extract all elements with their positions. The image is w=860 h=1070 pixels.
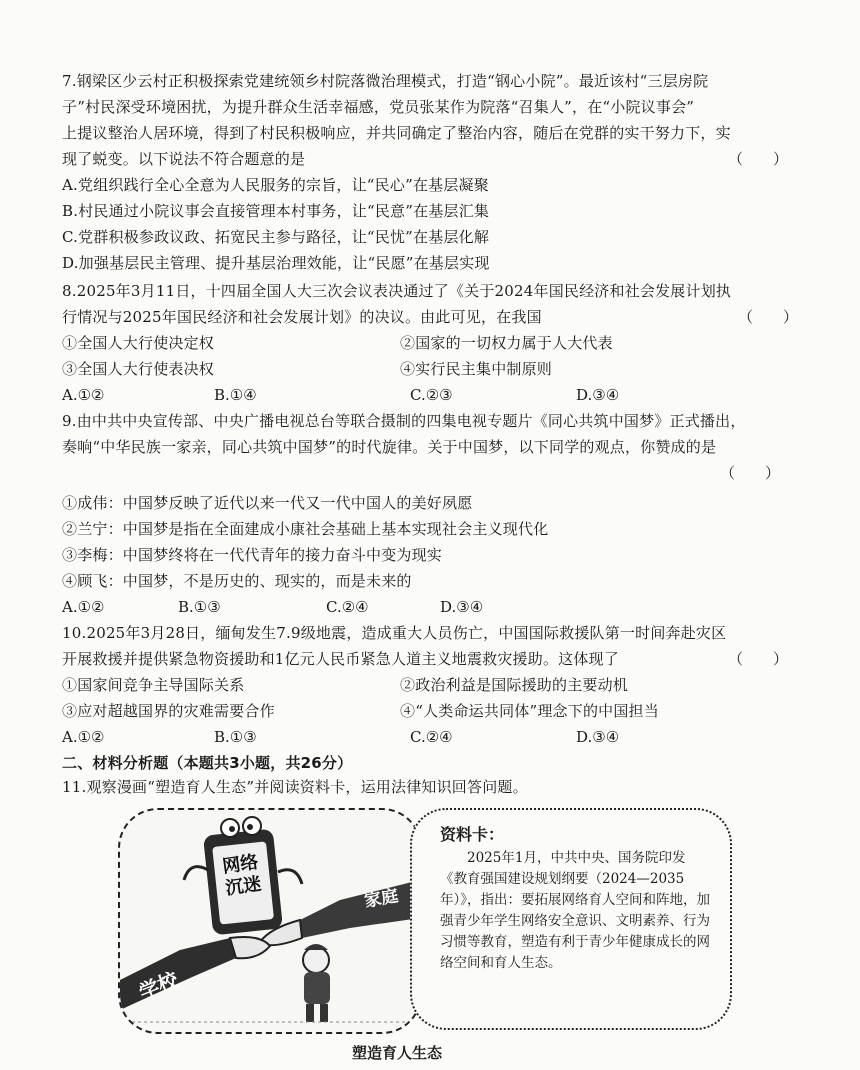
- q8-item-4: ④实行民主集中制原则: [400, 360, 553, 378]
- q7-option-c: C.党群积极参政议政、拓宽民主参与路径，让“民忧”在基层化解: [62, 228, 490, 246]
- data-card-title: 资料卡：: [440, 825, 505, 844]
- section-heading: 二、材料分析题（本题共3小题，共26分）: [62, 754, 353, 772]
- cartoon-drawing: [120, 810, 420, 1032]
- q8-choice-c: C.②③: [410, 386, 453, 404]
- q9-answer-paren[interactable]: （ ）: [720, 464, 781, 482]
- q10-choice-b: B.①③: [214, 728, 257, 746]
- q10-item-2: ②政治利益是国际援助的主要动机: [400, 676, 629, 694]
- q8-answer-paren[interactable]: （ ）: [738, 308, 799, 326]
- q9-choice-d: D.③④: [440, 598, 484, 616]
- data-card-body: 2025年1月，中共中央、国务院印发《教育强国建设规划纲要（2024—2035年）》，指出：要拓展网络育人空间和阵地，加强青少年学生网络安全意识、文明素养、行为习惯等教育，塑造有利于青少年健康成长的网络空间和育人生态。: [440, 850, 710, 971]
- q10-choice-d: D.③④: [576, 728, 620, 746]
- phone-text: [221, 852, 263, 901]
- q8-item-1: ①全国人大行使决定权: [62, 334, 215, 352]
- q7-option-b: B.村民通过小院议事会直接管理本村事务，让“民意”在基层汇集: [62, 202, 490, 220]
- q9-item-3: ③李梅：中国梦终将在一代代青年的接力奋斗中变为现实: [62, 546, 443, 564]
- q10-choice-a: A.①②: [62, 728, 105, 746]
- phone-text-line-2: 沉迷: [224, 873, 263, 900]
- q9-line-2: 奏响“中华民族一家亲，同心共筑中国梦”的时代旋律。关于中国梦，以下同学的观点，你赞成的是: [62, 438, 717, 456]
- family-label: 家庭: [362, 886, 400, 912]
- q11-prompt: 11.观察漫画“塑造育人生态”并阅读资料卡，运用法律知识回答问题。: [62, 778, 528, 796]
- q9-choice-a: A.①②: [62, 598, 105, 616]
- q9-choice-b: B.①③: [178, 598, 221, 616]
- q7-option-a: A.党组织践行全心全意为人民服务的宗旨，让“民心”在基层凝聚: [62, 176, 489, 194]
- school-label: 学校: [135, 967, 182, 1005]
- q7-line-3: 上提议整治人居环境，得到了村民积极响应，并共同确定了整治内容，随后在党群的实干努力下，实: [62, 124, 731, 142]
- q10-item-1: ①国家间竞争主导国际关系: [62, 676, 245, 694]
- q7-line-4: 现了蜕变。以下说法不符合题意的是: [62, 150, 306, 168]
- q8-item-2: ②国家的一切权力属于人大代表: [400, 334, 613, 352]
- q10-item-3: ③应对超越国界的灾难需要合作: [62, 702, 275, 720]
- q7-option-d: D.加强基层民主管理、提升基层治理效能，让“民愿”在基层实现: [62, 254, 490, 272]
- q9-item-2: ②兰宁：中国梦是指在全面建成小康社会基础上基本实现社会主义现代化: [62, 520, 549, 538]
- q9-line-1: 9.由中共中央宣传部、中央广播电视总台等联合摄制的四集电视专题片《同心共筑中国梦》正式播出，: [62, 412, 746, 430]
- q7-answer-paren[interactable]: （ ）: [728, 150, 789, 168]
- q9-item-1: ①成伟：中国梦反映了近代以来一代又一代中国人的美好夙愿: [62, 494, 473, 512]
- q8-line-1: 8.2025年3月11日，十四届全国人大三次会议表决通过了《关于2024年国民经济和社会发展计划执: [62, 282, 732, 300]
- q10-answer-paren[interactable]: （ ）: [728, 650, 789, 668]
- q9-choice-c: C.②④: [326, 598, 369, 616]
- q8-choice-b: B.①④: [214, 386, 257, 404]
- q8-choice-d: D.③④: [576, 386, 620, 404]
- cartoon-illustration: [118, 808, 422, 1034]
- q7-line-2: 子”村民深受环境困扰，为提升群众生活幸福感，党员张某作为院落“召集人”，在“小院议事会”: [62, 98, 695, 116]
- q10-line-1: 10.2025年3月28日，缅甸发生7.9级地震，造成重大人员伤亡，中国国际救援队第一时间奔赴灾区: [62, 624, 727, 642]
- q10-line-2: 开展救援并提供紧急物资援助和1亿元人民币紧急人道主义地震救灾援助。这体现了: [62, 650, 619, 668]
- q8-item-3: ③全国人大行使表决权: [62, 360, 215, 378]
- q10-choice-c: C.②④: [410, 728, 453, 746]
- cartoon-caption: 塑造育人生态: [352, 1044, 443, 1062]
- q9-item-4: ④顾飞：中国梦，不是历史的、现实的，而是未来的: [62, 572, 412, 590]
- child-icon: [303, 944, 330, 1022]
- data-card: [410, 808, 732, 1030]
- q8-line-2: 行情况与2025年国民经济和社会发展计划》的决议。由此可见，在我国: [62, 308, 542, 326]
- phone-text-line-1: 网络: [221, 851, 260, 878]
- q7-line-1: 7.钢梁区少云村正积极探索党建统领乡村院落微治理模式，打造“钢心小院”。最近该村“三层房院: [62, 72, 709, 90]
- q10-item-4: ④“人类命运共同体”理念下的中国担当: [400, 702, 659, 720]
- q8-choice-a: A.①②: [62, 386, 105, 404]
